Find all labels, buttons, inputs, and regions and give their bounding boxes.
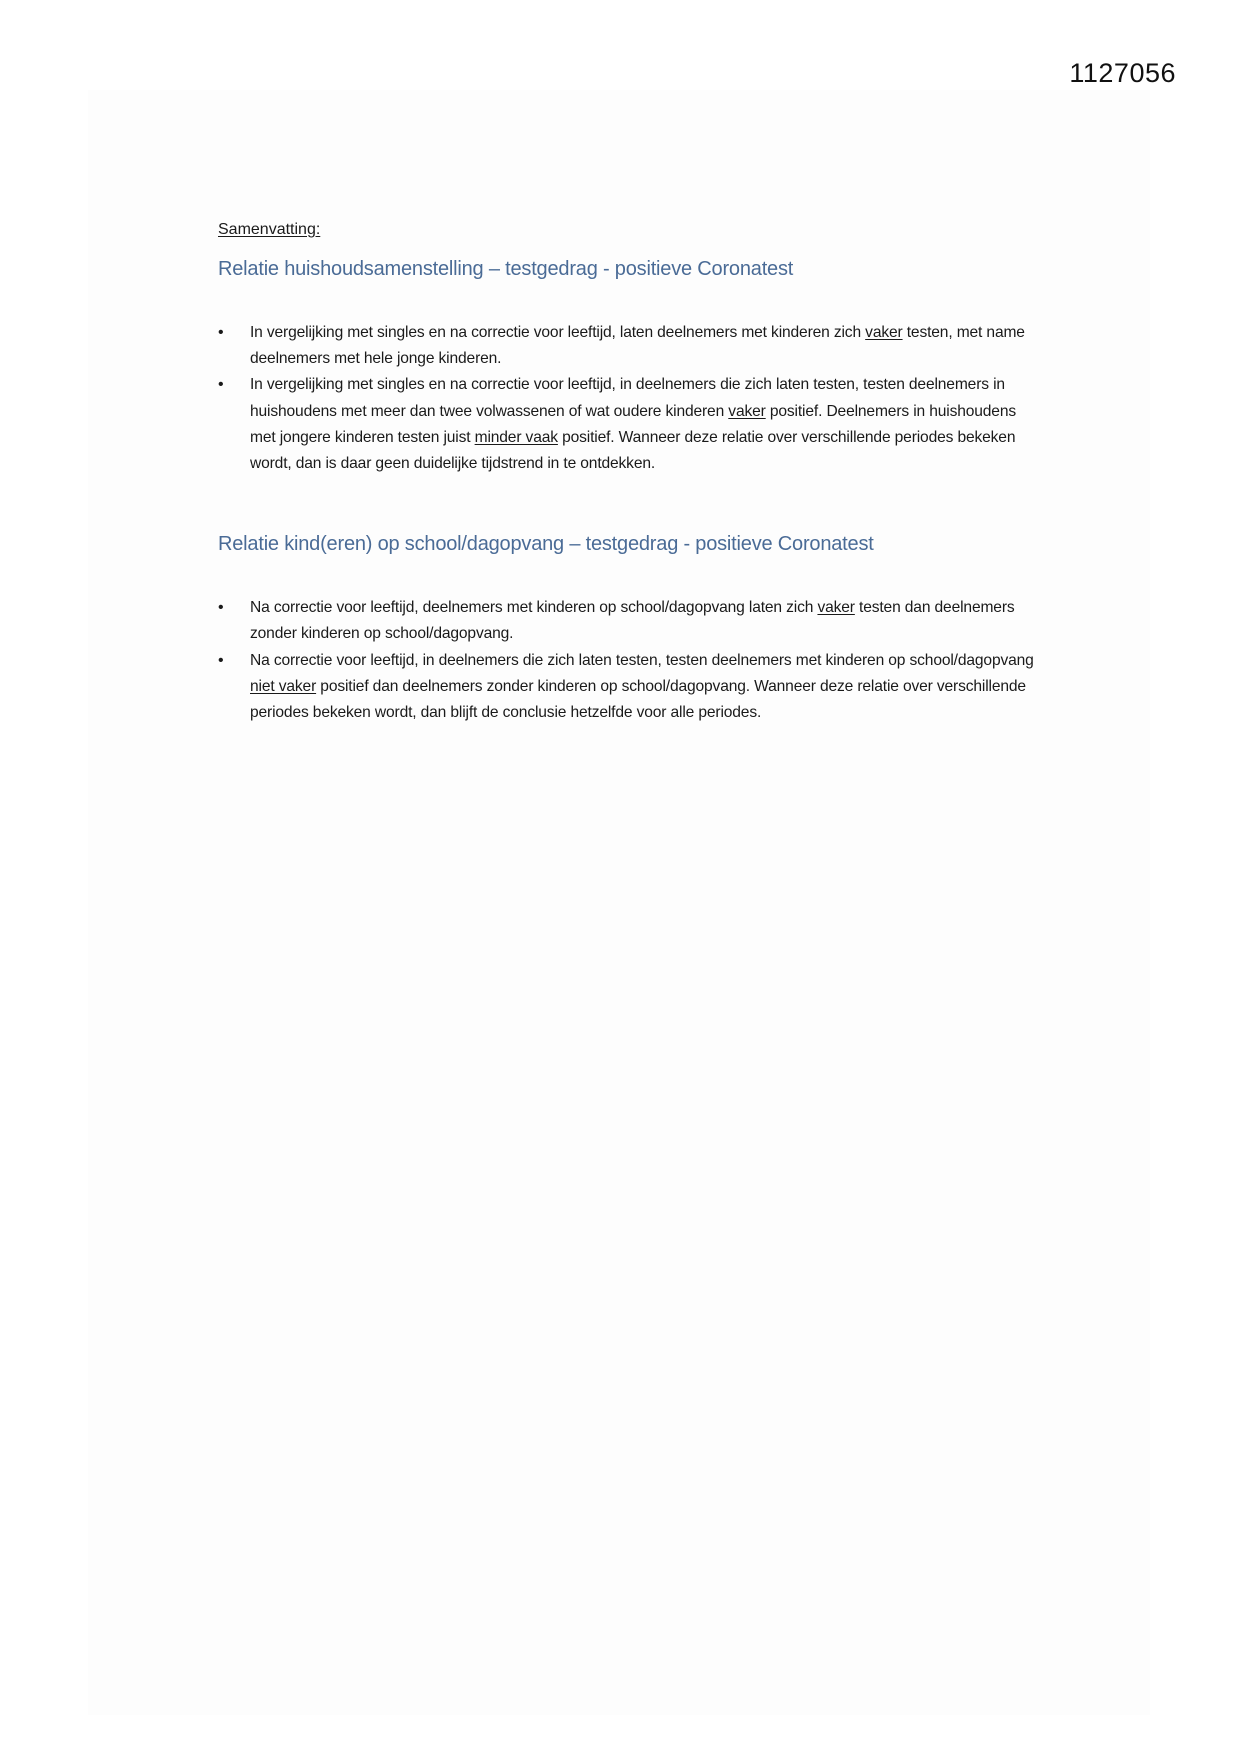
section-heading-household: Relatie huishoudsamenstelling – testgedrag - positieve Coronatest — [218, 258, 794, 280]
list-item — [218, 595, 1038, 647]
emphasis-text: vaker — [728, 402, 766, 420]
school-bullet-list — [218, 595, 1038, 726]
summary-label: Samenvatting: — [218, 221, 321, 238]
emphasis-text: vaker — [817, 599, 855, 617]
emphasis-text: minder vaak — [474, 428, 558, 446]
section-heading-school: Relatie kind(eren) op school/dagopvang – testgedrag - positieve Coronatest — [218, 533, 874, 556]
bullet-text: Na correctie voor leeftijd, in deelnemers die zich laten testen, testen deelnemers met kinderen op school/dagopvang — [250, 651, 1034, 669]
emphasis-text: niet vaker — [250, 677, 317, 695]
list-item — [218, 648, 1038, 727]
household-bullet-list — [218, 320, 1038, 477]
bullet-text: In vergelijking met singles en na correctie voor leeftijd, laten deelnemers met kinderen zich — [250, 324, 866, 341]
bullet-icon: • — [218, 651, 224, 669]
bullet-text: testen, met name deelnemers met hele jonge kinderen. — [250, 324, 1025, 368]
bullet-text: testen dan deelnemers zonder kinderen op school/dagopvang. — [250, 599, 1015, 643]
bullet-text: positief. Deelnemers in huishoudens met jongere kinderen testen juist — [250, 402, 1017, 446]
bullet-text: positief dan deelnemers zonder kinderen op school/dagopvang. Wanneer deze relatie over verschillende periodes bekeken wordt, dan blijft de conclusie hetzelfde voor alle periodes. — [250, 677, 1026, 722]
bullet-text: positief. Wanneer deze relatie over verschillende periodes bekeken wordt, dan is daar geen duidelijke tijdstrend in te ontdekken. — [250, 428, 1016, 473]
bullet-text: In vergelijking met singles en na correctie voor leeftijd, in deelnemers die zich laten testen, testen deelnemers in huishoudens met meer dan twee volwassenen of wat oudere kinderen — [250, 376, 1005, 420]
list-item — [218, 320, 1038, 372]
bullet-text: Na correctie voor leeftijd, deelnemers met kinderen op school/dagopvang laten zich — [250, 599, 818, 617]
list-item — [218, 372, 1038, 477]
document-id: 1127056 — [1069, 58, 1176, 88]
document-content — [218, 218, 1038, 726]
bullet-icon: • — [218, 324, 224, 341]
bullet-icon: • — [218, 376, 224, 394]
bullet-icon: • — [218, 599, 224, 617]
emphasis-text: vaker — [865, 324, 903, 341]
